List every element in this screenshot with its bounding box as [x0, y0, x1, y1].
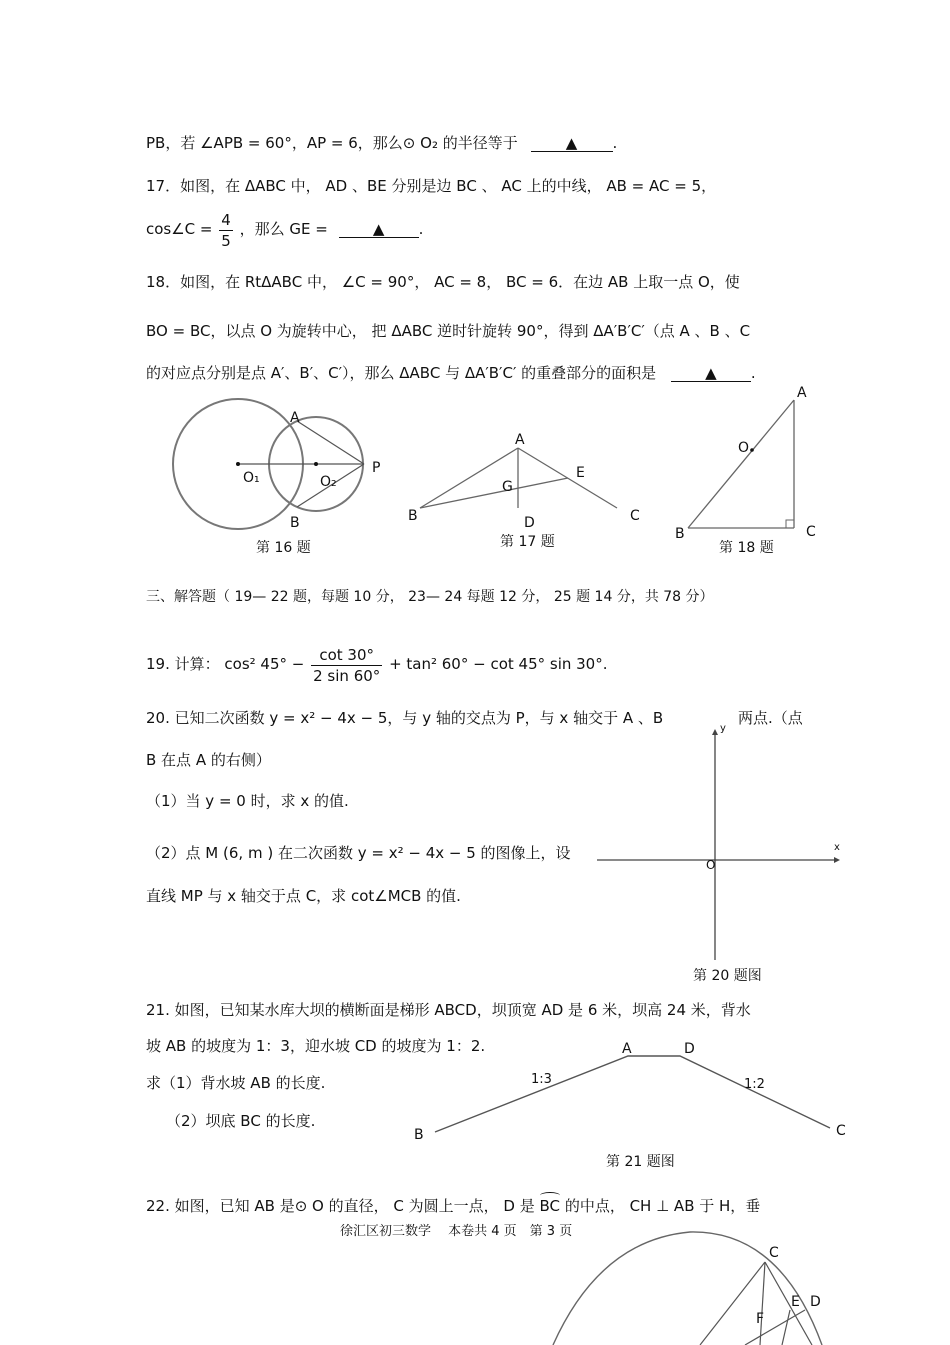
q18-end: .	[750, 364, 756, 382]
fig21-caption: 第 21 题图	[606, 1154, 675, 1170]
fig20-y-label: y	[720, 723, 726, 734]
q19-post: + tan² 60° − cot 45° sin 30°.	[389, 655, 608, 673]
fig17-label-g: G	[502, 479, 513, 495]
q20-line4: （2）点 M (6, m ) 在二次函数 y = x² − 4x − 5 的图像上，设	[146, 844, 571, 862]
fig21-label-d: D	[684, 1041, 695, 1057]
q21-line3: 求（1）背水坡 AB 的长度.	[146, 1074, 326, 1092]
fig18-label-c: C	[806, 524, 816, 540]
fig17-label-b: B	[408, 508, 418, 524]
fig20-caption: 第 20 题图	[693, 968, 762, 984]
fig21-label-b: B	[414, 1127, 424, 1143]
q19-pre: 19. 计算： cos² 45° −	[146, 655, 305, 673]
q18-answer-blank: ▲	[671, 365, 751, 382]
section3-title: 三、解答题（ 19— 22 题，每题 10 分， 23— 24 每题 12 分， 25 题 14 分，共 78 分）	[146, 589, 714, 605]
fig16-label-p: P	[372, 460, 381, 476]
q16-tail-text: PB，若 ∠APB = 60°，AP = 6，那么⊙ O₂ 的半径等于	[146, 134, 518, 152]
q22-post: 的中点， CH ⊥ AB 于 H，垂	[564, 1197, 761, 1215]
fig18-label-a: A	[797, 385, 807, 401]
fig22-label-e: E	[791, 1294, 800, 1310]
q18-line1: 18．如图，在 RtΔABC 中， ∠C = 90°， AC = 8， BC = 6．在边 AB 上取一点 O，使	[146, 273, 740, 291]
chord-c-right	[765, 1262, 812, 1345]
fig17-caption: 第 17 题	[500, 534, 555, 550]
line-d	[745, 1310, 805, 1345]
fig22-label-c: C	[769, 1245, 779, 1261]
q16-end: .	[612, 134, 618, 152]
q20-line1: 20. 已知二次函数 y = x² − 4x − 5，与 y 轴的交点为 P，与 x 轴交于 A 、B	[146, 709, 664, 727]
fig21-slope-left: 1:3	[531, 1072, 552, 1087]
q20-line3: （1）当 y = 0 时，求 x 的值.	[146, 792, 349, 810]
q17-frac-denominator: 5	[221, 232, 231, 250]
fig17-label-c: C	[630, 508, 640, 524]
q21-line4: （2）坝底 BC 的长度.	[166, 1112, 316, 1130]
fig18-label-b: B	[675, 526, 685, 542]
circle-o-arc	[553, 1232, 822, 1345]
q21-line2: 坡 AB 的坡度为 1：3，迎水坡 CD 的坡度为 1：2.	[146, 1037, 486, 1055]
q20-line2: B 在点 A 的右侧）	[146, 751, 271, 769]
fig16-label-o1: O₁	[243, 470, 260, 486]
chord-ch	[760, 1262, 765, 1345]
fig18-label-o: O	[738, 440, 750, 456]
q19-frac-numerator: cot 30°	[311, 645, 382, 666]
q22-pre: 22. 如图，已知 AB 是⊙ O 的直径， C 为圆上一点， D 是	[146, 1197, 535, 1215]
fig17-label-d: D	[524, 515, 535, 531]
fig17-label-a: A	[515, 432, 525, 448]
q18-line3-text: 的对应点分别是点 A′、B′、C′），那么 ΔABC 与 ΔA′B′C′ 的重叠部分的面积是	[146, 364, 657, 382]
q17-ge-text: ，那么 GE =	[239, 220, 328, 238]
fig16-label-a: A	[290, 410, 300, 426]
fig18-caption: 第 18 题	[719, 540, 774, 556]
line-e	[782, 1310, 790, 1345]
fig16-label-o2: O₂	[320, 474, 337, 490]
q21-line1: 21. 如图，已知某水库大坝的横断面是梯形 ABCD，坝顶宽 AD 是 6 米，坝高 24 米，背水	[146, 1001, 751, 1019]
q19-frac-denominator: 2 sin 60°	[313, 667, 381, 685]
fig22-label-d: D	[810, 1294, 821, 1310]
q20-line1-tail: 两点.（点	[738, 709, 803, 727]
q18-line2: BO = BC，以点 O 为旋转中心， 把 ΔABC 逆时针旋转 90°，得到 ΔA′B′C′（点 A 、B 、C	[146, 322, 751, 340]
page-footer: 徐汇区初三数学 本卷共 4 页 第 3 页	[340, 1224, 573, 1239]
q17-cos-text: cos∠C =	[146, 220, 213, 238]
q16-answer-blank: ▲	[531, 135, 613, 152]
fig20-x-label: x	[834, 842, 840, 853]
q20-line5: 直线 MP 与 x 轴交于点 C，求 cot∠MCB 的值.	[146, 887, 461, 905]
fig20-origin-label: O	[706, 858, 716, 872]
fig21-slope-right: 1:2	[744, 1077, 765, 1092]
fig21-label-a: A	[622, 1041, 632, 1057]
fig16-label-b: B	[290, 515, 300, 531]
q17-answer-blank: ▲	[339, 221, 419, 238]
chord-c-left	[700, 1262, 765, 1345]
q17-end: .	[418, 220, 424, 238]
q17-line1: 17．如图，在 ΔABC 中， AD 、BE 分别是边 BC 、 AC 上的中线， AB = AC = 5，	[146, 177, 717, 195]
fig16-caption: 第 16 题	[256, 540, 311, 556]
q22-arc-bc: BC	[539, 1197, 561, 1215]
q17-frac-numerator: 4	[221, 211, 231, 229]
fig21-label-c: C	[836, 1123, 846, 1139]
fig22-label-f: F	[756, 1311, 765, 1327]
fig17-label-e: E	[576, 465, 585, 481]
